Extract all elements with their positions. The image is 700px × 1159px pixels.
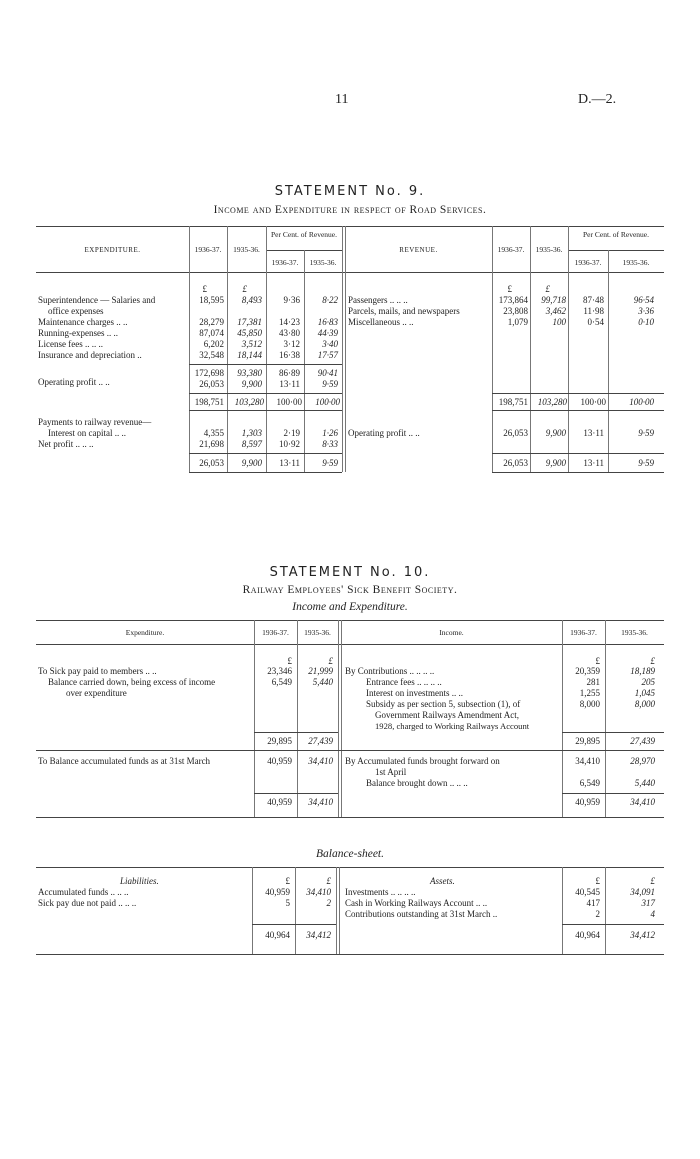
row-label: Insurance and depreciation .. [38,350,142,360]
value-1936: 40,959 [267,797,292,807]
pct-1936: 14·23 [279,317,300,327]
value-1935: 34,410 [308,756,333,766]
header-rev-pct-1935: 1935-36. [622,258,650,267]
value-1935: 21,999 [308,666,333,676]
value-1935: 28,970 [630,756,655,766]
row-label: Interest on investments .. .. [366,688,463,698]
currency-sign: £ [507,284,512,294]
header-income: Income. [439,628,464,637]
value-1935: 9,900 [545,428,566,438]
pct-1936: 43·80 [279,328,300,338]
statement-9-subtitle: Income and Expenditure in respect of Road Services. [213,204,487,216]
value-1935: 5,440 [312,677,333,687]
pct-1936: 100·00 [276,397,302,407]
value-1935: 9,900 [241,379,262,389]
value-1936: 32,548 [199,350,224,360]
value-1935: 34,091 [630,887,655,897]
pct-1936: 87·48 [583,295,604,305]
value-1935: 317 [641,898,655,908]
value-1935: 8,597 [241,439,262,449]
row-label: Operating profit .. .. [348,428,420,438]
value-1936: 6,202 [203,339,224,349]
value-1935: 8,493 [241,295,262,305]
value-1935: 93,380 [237,368,262,378]
currency-sign: £ [650,876,655,886]
row-label: 1st April [375,767,407,777]
row-label: To Sick pay paid to members .. .. [38,666,157,676]
header-inc-year-1936: 1936-37. [570,628,597,637]
value-1936: 26,053 [199,458,224,468]
statement-10-subtitle: Railway Employees' Sick Benefit Society. [242,584,458,596]
header-year-1936: 1936-37. [262,628,289,637]
pct-1936: 0·54 [587,317,604,327]
row-label: office expenses [48,306,104,316]
value-1935: 9,900 [545,458,566,468]
pct-1935: 17·57 [317,350,338,360]
value-1935: 45,850 [237,328,262,338]
header-assets: Assets. [430,876,455,886]
pct-1936: 10·92 [279,439,300,449]
value-1936: 281 [586,677,600,687]
row-label: Sick pay due not paid .. .. .. [38,898,137,908]
currency-sign: £ [595,656,600,666]
value-1935: 27,439 [630,736,655,746]
value-1936: 5 [285,898,290,908]
row-label: Balance brought down .. .. .. [366,778,468,788]
pct-1936: 86·89 [279,368,300,378]
value-1935: 4 [650,909,655,919]
row-label: By Accumulated funds brought forward on [345,756,500,766]
header-percent: Per Cent. of Revenue. [270,230,338,239]
pct-1936: 13·11 [279,458,300,468]
value-1936: 8,000 [579,699,600,709]
row-label: Passengers .. .. .. [348,295,408,305]
header-year-1936: 1936-37. [194,245,222,254]
header-rev-percent: Per Cent. of Revenue. [582,230,650,239]
header-year-1935: 1935-36. [233,245,260,254]
value-1936: 40,959 [267,756,292,766]
currency-sign: £ [328,656,333,666]
value-1936: 173,864 [498,295,528,305]
value-1935: 34,412 [630,930,655,940]
value-1936: 1,079 [507,317,528,327]
value-1935: 5,440 [634,778,655,788]
header-rev-year-1936: 1936-37. [497,245,525,254]
currency-sign: £ [545,284,550,294]
value-1936: 40,545 [575,887,600,897]
row-label: Miscellaneous .. .. [348,317,414,327]
value-1936: 172,698 [194,368,224,378]
pct-1935: 100·00 [629,397,654,407]
pct-1935: 44·39 [317,328,338,338]
value-1935: 1,045 [634,688,655,698]
row-label: Balance carried down, being excess of income [48,677,216,687]
value-1935: 8,000 [634,699,655,709]
value-1935: 100 [552,317,566,327]
row-label: Government Railways Amendment Act, [375,710,519,720]
row-label: Maintenance charges .. .. [38,317,128,327]
value-1936: 4,355 [203,428,224,438]
row-label: Net profit .. .. .. [38,439,94,449]
value-1936: 40,959 [265,887,290,897]
statement-10-subtitle-2: Income and Expenditure. [292,601,408,613]
pct-1935: 16·83 [317,317,338,327]
pct-1935: 9·59 [322,379,338,389]
value-1936: 26,053 [199,379,224,389]
value-1935: 2 [326,898,331,908]
value-1936: 6,549 [271,677,292,687]
pct-1935: 100·00 [315,397,340,407]
row-label: Accumulated funds .. .. .. [38,887,129,897]
pct-1936: 100·00 [580,397,606,407]
balance-sheet-title: Balance-sheet. [315,848,384,860]
header-liabilities: Liabilities. [120,876,159,886]
value-1936: 23,808 [503,306,528,316]
pct-1936: 11·98 [583,306,604,316]
pct-1936: 13·11 [583,428,604,438]
value-1935: 34,410 [306,887,331,897]
value-1935: 1,303 [241,428,262,438]
statement-10-title: STATEMENT No. 10. [269,565,431,580]
currency-sign: £ [650,656,655,666]
page-number: 11 [335,92,349,107]
header-pct-1936: 1936-37. [271,258,299,267]
value-1936: 198,751 [194,397,224,407]
value-1935: 34,410 [308,797,333,807]
row-label: Subsidy as per section 5, subsection (1), of [366,699,521,709]
row-label: Running-expenses .. .. [38,328,118,338]
row-label: License fees .. .. .. [38,339,103,349]
header-pct-1935: 1935-36. [309,258,337,267]
pct-1936: 2·19 [283,428,300,438]
pct-1935: 9·59 [322,458,338,468]
value-1935: 27,439 [308,736,333,746]
row-label: Contributions outstanding at 31st March .. [345,909,498,919]
value-1936: 26,053 [503,428,528,438]
header-revenue: REVENUE. [399,246,438,254]
value-1936: 20,359 [575,666,600,676]
row-label: Entrance fees .. .. .. .. [366,677,442,687]
value-1936: 28,279 [199,317,224,327]
value-1935: 103,280 [234,397,264,407]
row-label: Payments to railway revenue— [38,417,152,427]
value-1935: 18,189 [630,666,655,676]
pct-1935: 8·22 [322,295,338,305]
value-1935: 34,412 [306,930,331,940]
row-label: Operating profit .. .. [38,377,110,387]
header-year-1935: 1935-36. [304,628,331,637]
currency-sign: £ [285,876,290,886]
header-inc-year-1935: 1935-36. [621,628,648,637]
header-expenditure: Expenditure. [125,628,165,637]
value-1936: 417 [586,898,600,908]
currency-sign: £ [326,876,331,886]
pct-1935: 90·41 [317,368,338,378]
pct-1935: 3·40 [322,339,338,349]
value-1936: 29,895 [575,736,600,746]
pct-1936: 13·11 [279,379,300,389]
row-label: By Contributions .. .. .. .. [345,666,435,676]
pct-1936: 13·11 [583,458,604,468]
row-label: Investments .. .. .. .. [345,887,416,897]
pct-1935: 1·26 [322,428,338,438]
row-label: over expenditure [66,688,127,698]
value-1935: 3,512 [241,339,262,349]
pct-1935: 0·10 [638,317,654,327]
row-label: 1928, charged to Working Railways Account [375,721,530,731]
value-1935: 205 [641,677,655,687]
row-label: Interest on capital .. .. [48,428,126,438]
value-1936: 23,346 [267,666,292,676]
pct-1936: 3·12 [283,339,300,349]
pct-1935: 9·59 [638,458,654,468]
pct-1936: 9·36 [283,295,300,305]
header-expenditure: EXPENDITURE. [84,246,141,254]
value-1936: 18,595 [199,295,224,305]
value-1935: 99,718 [541,295,566,305]
row-label: To Balance accumulated funds as at 31st March [38,756,211,766]
currency-sign: £ [287,656,292,666]
value-1936: 21,698 [199,439,224,449]
value-1936: 40,964 [575,930,600,940]
pct-1935: 96·54 [633,295,654,305]
statement-9-title: STATEMENT No. 9. [274,184,426,199]
value-1936: 6,549 [579,778,600,788]
value-1936: 198,751 [498,397,528,407]
row-label: Parcels, mails, and newspapers [348,306,460,316]
header-rev-year-1935: 1935-36. [535,245,563,254]
value-1936: 2 [595,909,600,919]
value-1936: 29,895 [267,736,292,746]
value-1935: 9,900 [241,458,262,468]
value-1936: 87,074 [199,328,224,338]
pct-1936: 16·38 [279,350,300,360]
row-label: Superintendence — Salaries and [38,295,156,305]
value-1935: 17,381 [237,317,262,327]
currency-sign: £ [202,284,207,294]
document-reference: D.—2. [578,92,617,107]
value-1935: 18,144 [237,350,262,360]
pct-1935: 3·36 [638,306,654,316]
pct-1935: 9·59 [638,428,654,438]
currency-sign: £ [595,876,600,886]
value-1935: 34,410 [630,797,655,807]
value-1936: 40,959 [575,797,600,807]
value-1936: 1,255 [579,688,600,698]
value-1935: 3,462 [545,306,566,316]
header-rev-pct-1936: 1936-37. [574,258,602,267]
value-1935: 103,280 [537,397,567,407]
value-1936: 34,410 [575,756,600,766]
currency-sign: £ [242,284,247,294]
value-1936: 26,053 [503,458,528,468]
row-label: Cash in Working Railways Account .. .. [345,898,488,908]
value-1936: 40,964 [265,930,290,940]
pct-1935: 8·33 [322,439,338,449]
